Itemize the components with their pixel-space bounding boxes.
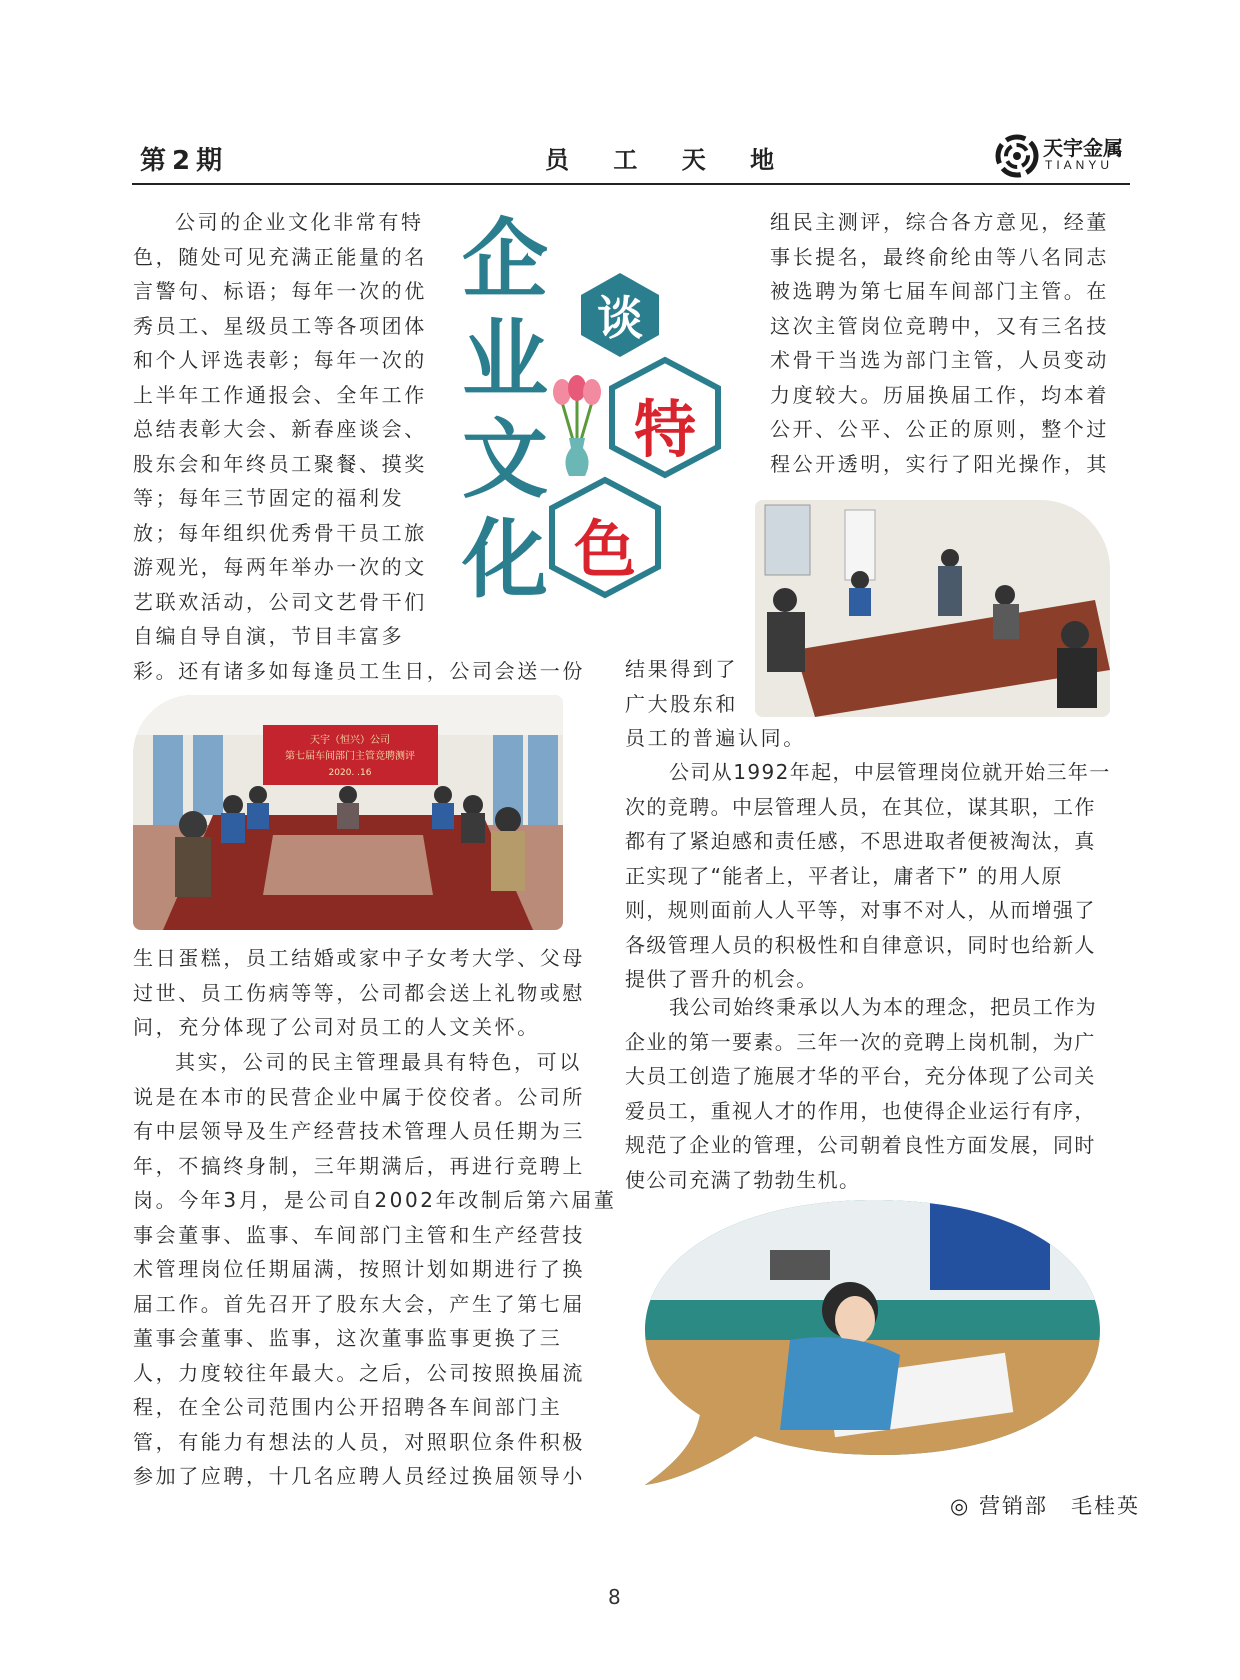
text-line: 生日蛋糕，员工结婚或家中子女考大学、父母 [133, 946, 585, 970]
meeting-photo-2-graphic [755, 500, 1110, 717]
banner-line-2: 第七届车间部门主管竞聘测评 [285, 751, 415, 762]
text-line: 色，随处可见充满正能量的名 [133, 244, 427, 269]
text-line: 放；每年组织优秀骨干员工旅 [133, 520, 427, 545]
text-line: 广大股东和 [625, 691, 738, 716]
article-paragraph-1-continued [133, 941, 585, 1045]
header-divider [132, 183, 1130, 185]
article-paragraph-4 [625, 990, 1097, 1197]
text-line: 组民主测评，综合各方意见，经董 [770, 210, 1109, 234]
text-line: 力度较大。历届换届工作，均本着 [770, 382, 1109, 407]
logo-english: TIANYU [1045, 158, 1114, 172]
text-line: 总结表彰大会、新春座谈会、 [133, 417, 427, 441]
speech-bubble-photo [640, 1190, 1110, 1490]
page-number: 8 [608, 1585, 621, 1609]
text-line: 岗。今年3月，是公司自2002年改制后第六届董 [133, 1188, 617, 1212]
text-line: 各级管理人员的积极性和自律意识，同时也给新人 [625, 932, 1096, 957]
text-line: 和个人评选表彰；每年一次的 [133, 348, 427, 372]
text-line: 届工作。首先召开了股东大会，产生了第七届 [133, 1291, 585, 1316]
text-line: 人，力度较往年最大。之后，公司按照换届流 [133, 1360, 585, 1385]
text-line: 则，规则面前人人平等，对事不对人，从而增强了 [625, 898, 1096, 922]
text-line: 次的竞聘。中层管理人员，在其位，谋其职，工作 [625, 794, 1096, 819]
text-line: 程，在全公司范围内公开招聘各车间部门主 [133, 1395, 563, 1419]
text-line: 彩。还有诸多如每逢员工生日，公司会送一份 [133, 658, 585, 683]
hex-char-te: 特 [633, 393, 696, 466]
title-char: 业 [462, 310, 548, 410]
text-line: 术管理岗位任期届满，按照计划如期进行了换 [133, 1257, 585, 1281]
text-line: 程公开透明，实行了阳光操作，其 [770, 451, 1109, 476]
text-line: 其实，公司的民主管理最具有特色，可以 [175, 1050, 582, 1074]
text-line: 言警句、标语；每年一次的优 [133, 279, 427, 303]
logo-name: 天宇金属 [1043, 136, 1123, 160]
text-line: 术骨干当选为部门主管，人员变动 [770, 348, 1109, 372]
text-line: 我公司始终秉承以人为本的理念，把员工作为 [669, 995, 1097, 1019]
issue-number: 第2期 [140, 146, 229, 176]
text-line: 说是在本市的民营企业中属于佼佼者。公司所 [133, 1084, 585, 1109]
article-paragraph-2 [133, 1045, 616, 1494]
text-line: 事会董事、监事、车间部门主管和生产经营技 [133, 1222, 585, 1247]
text-line: 股东会和年终员工聚餐、摸奖 [133, 451, 427, 476]
text-line: 过世、员工伤病等等，公司都会送上礼物或慰 [133, 980, 585, 1005]
text-line: 大员工创造了施展才华的平台，充分体现了公司关 [625, 1064, 1096, 1088]
banner-line-1: 天宇（恒兴）公司 [310, 735, 390, 746]
text-line: 年，不搞终身制，三年期满后，再进行竞聘上 [133, 1153, 585, 1178]
text-line: 游观光，每两年举办一次的文 [133, 555, 427, 579]
meeting-photo-1-graphic [133, 695, 563, 930]
text-line: 结果得到了 [625, 657, 738, 681]
title-char: 企 [462, 210, 548, 310]
text-line: 艺联欢活动，公司文艺骨干们 [133, 589, 427, 614]
section-title: 员 工 天 地 [545, 146, 793, 174]
text-line: 问，充分体现了公司对员工的人文关怀。 [133, 1015, 540, 1039]
text-line: 提供了晋升的机会。 [625, 967, 818, 991]
text-line: 公司的企业文化非常有特 [175, 210, 424, 234]
text-line: 公开、公平、公正的原则，整个过 [770, 417, 1109, 441]
logo-swirl-icon [995, 134, 1039, 178]
banner-line-3: 2020. .16 [328, 768, 372, 778]
text-line: 秀员工、星级员工等各项团体 [133, 313, 427, 338]
article-paragraph-2-continued [770, 205, 1109, 481]
tulip-vase-icon [547, 370, 607, 480]
title-char: 文 [462, 410, 548, 510]
text-line: 员工的普遍认同。 [625, 726, 806, 750]
text-line: 自编自导自演，节目丰富多 [133, 624, 405, 648]
meeting-photo-1 [133, 695, 563, 930]
hex-char-tan: 谈 [597, 291, 643, 345]
hex-char-se: 色 [573, 513, 636, 586]
article-paragraph-2-end [625, 652, 806, 756]
text-line: 被选聘为第七届车间部门主管。在 [770, 279, 1109, 303]
text-line: 使公司充满了勃勃生机。 [625, 1167, 861, 1192]
text-line: 董事会董事、监事，这次董事监事更换了三 [133, 1326, 563, 1350]
text-line: 规范了企业的管理，公司朝着良性方面发展，同时 [625, 1133, 1096, 1157]
text-line: 事长提名，最终俞纶由等八名同志 [770, 244, 1109, 269]
text-line: 上半年工作通报会、全年工作 [133, 382, 427, 407]
text-line: 正实现了“能者上，平者让，庸者下” 的用人原 [625, 863, 1063, 888]
text-line: 有中层领导及生产经营技术管理人员任期为三 [133, 1119, 585, 1143]
text-line: 爱员工，重视人才的作用，也使得企业运行有序， [625, 1098, 1096, 1123]
title-char: 化 [462, 510, 548, 610]
title-art [455, 210, 755, 620]
text-line: 公司从1992年起，中层管理岗位就开始三年一 [669, 760, 1111, 784]
text-line: 管，有能力有想法的人员，对照职位条件积极 [133, 1429, 585, 1454]
text-line: 企业的第一要素。三年一次的竞聘上岗机制，为广 [625, 1029, 1096, 1054]
text-line: 这次主管岗位竞聘中，又有三名技 [770, 313, 1109, 338]
author-credit: ◎ 营销部 毛桂英 [950, 1494, 1140, 1518]
company-logo [995, 130, 1135, 180]
meeting-photo-2 [755, 500, 1110, 717]
text-line: 等；每年三节固定的福利发 [133, 486, 405, 510]
text-line: 参加了应聘，十几名应聘人员经过换届领导小 [133, 1464, 585, 1488]
article-paragraph-3 [625, 755, 1111, 997]
text-line: 都有了紧迫感和责任感，不思进取者便被淘汰，真 [625, 829, 1096, 853]
